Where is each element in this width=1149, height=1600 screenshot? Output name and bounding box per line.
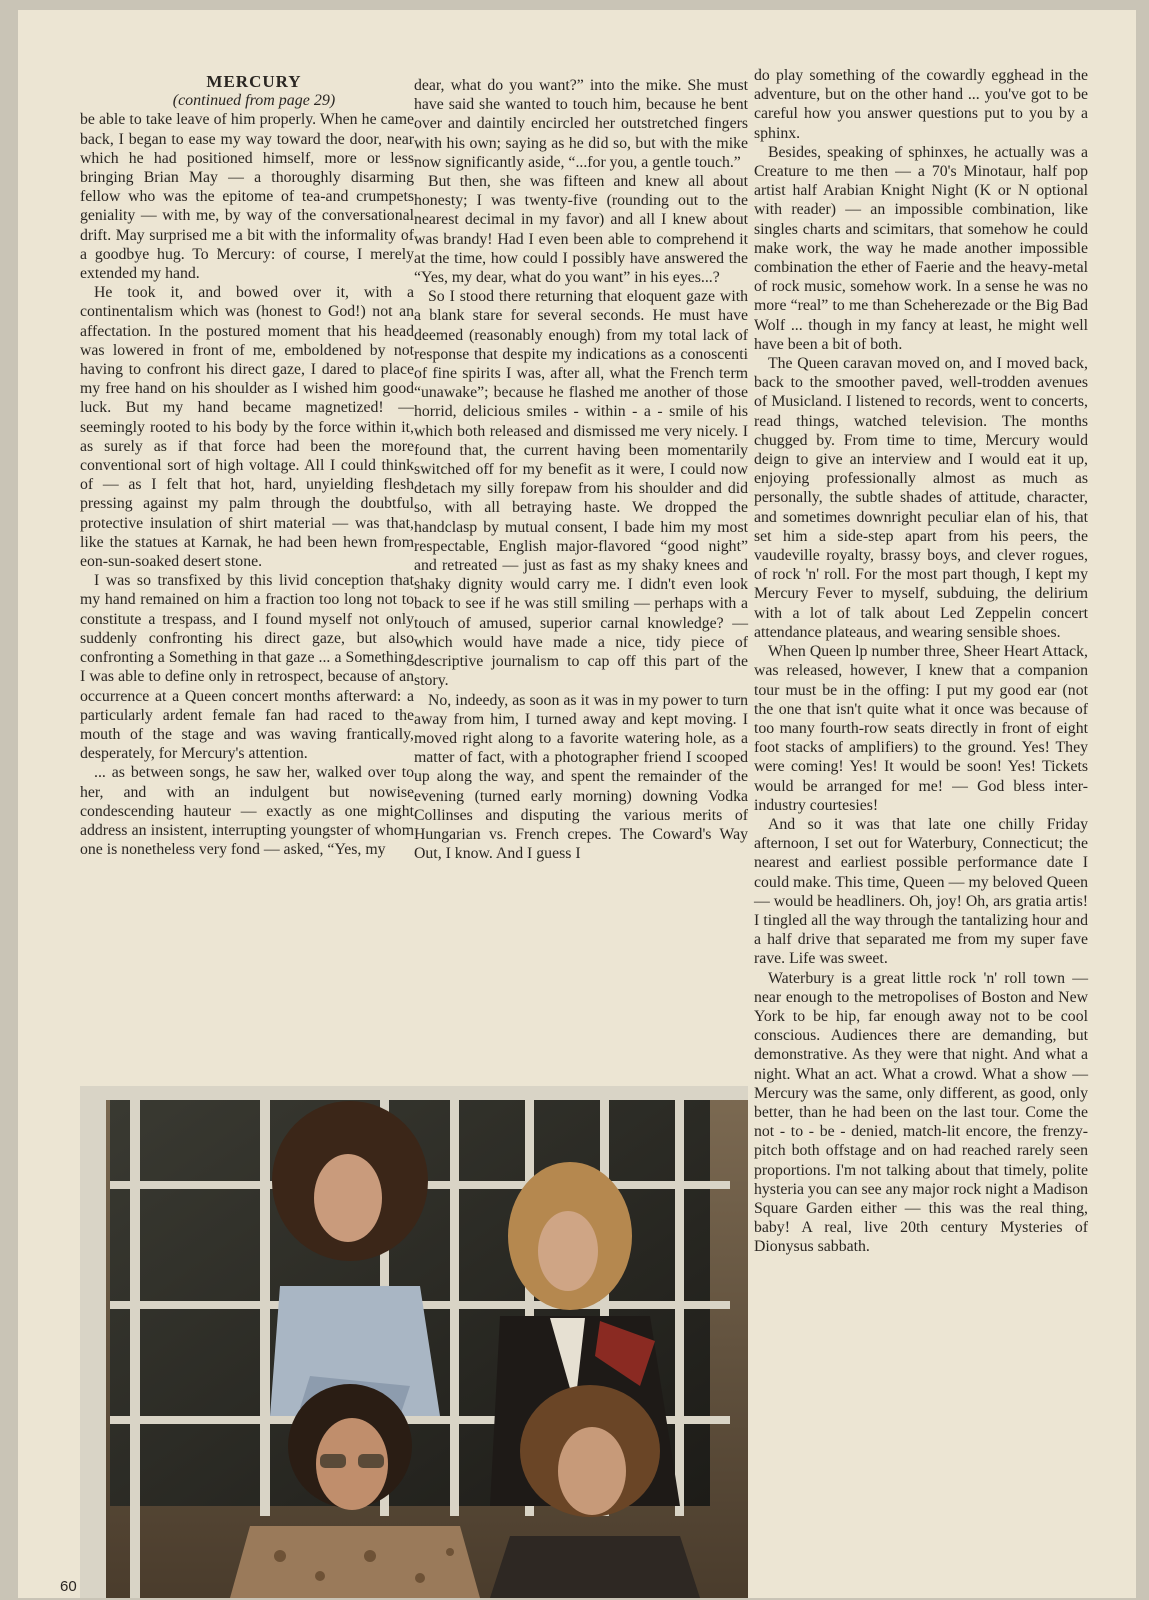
paragraph: Waterbury is a great little rock 'n' roll town — near enough to the metropolises of Boston and New York to be hip, far enough away not to be cool conscious. Audiences there are demanding, but demonstrative. As they were that night. And what a night. What an act. What a crowd. What a show — Mercury was the same, only different, as good, only better, than he had been on the last tour. Come the not - to - be - denied, match-lit encore, the frenzy-pitch both offstage and on had reached rarely seen proportions. I'm not talking about that timely, polite hysteria you can see any major rock night a Madison Square Garden either — this was the real thing, baby! A real, live 20th century Mysteries of Dionysus sabbath. [754,969,1088,1256]
article-column-2 [414,76,748,863]
paragraph: So I stood there returning that eloquent gaze with a blank stare for several seconds. He must have deemed (reasonably enough) from my total lack of response that despite my indications as a conoscenti of fine spirits I was, after all, what the French term “unawake”; because he flashed me another of those horrid, delicious smiles - within - a - smile of his which both released and dismissed me very nicely. I found that, the current having been momentarily switched off for my benefit as it were, I could now detach my silly forepaw from his shoulder and did so, with all betraying haste. We dropped the handclasp by mutual consent, I bade him my most respectable, English major-flavored “good night” and retreated — just as fast as my shaky knees and shaky dignity would carry me. I didn't even look back to see if he was still smiling — perhaps with a touch of amused, superior carnal knowledge? — which would have made a nice, tidy piece of descriptive journalism to cap off this part of the story. [414,288,748,690]
magazine-page [18,10,1136,1598]
article-column-3 [754,66,1088,1257]
paragraph: do play something of the cowardly egghead in the adventure, but on the other hand ... you've got to be careful how you answer questions put to you by a sphinx. [754,67,1088,142]
article-column-1 [80,72,414,859]
paragraph: dear, what do you want?” into the mike. She must have said she wanted to touch him, because he bent over and daintily encircled her outstretched fingers with his own; saying as he did so, but with the mike now significantly aside, “...for you, a gentle touch.” [414,77,748,171]
band-photo [80,1086,748,1598]
paragraph: ... as between songs, he saw her, walked over to her, and with an indulgent but nowise condescending hauteur — exactly as one might address an insistent, interrupting youngster of whom one is nonetheless very fond — asked, “Yes, my [80,764,414,859]
paragraph: Besides, speaking of sphinxes, he actually was a Creature to me then — a 70's Minotaur, half pop artist half Arabian Knight Night (K or N optional with reader) — an impossible combination, like singles charts and scimitars, that somehow he could make work, the way he made another impossible combination the ether of Faerie and the heavy-metal of rock music, somehow work. In a sense he was no more “real” to me than Scheherezade or the Big Bad Wolf ... though in my fancy at least, he might well have been a bit of both. [754,143,1088,353]
paragraph: No, indeedy, as soon as it was in my power to turn away from him, I turned away and kept moving. I moved right along to a favorite watering hole, as a matter of fact, with a photographer friend I scooped up along the way, and spent the remainder of the evening (turned early morning) downing Vodka Collinses and disputing the various merits of Hungarian vs. French crepes. The Coward's Way Out, I know. And I guess I [414,691,748,863]
page-number: 60 [60,1578,77,1595]
paragraph: I was so transfixed by this livid conception that my hand remained on him a fraction too long not to constitute a trespass, and I found myself not only suddenly confronting his direct gaze, but also confronting a Something in that gaze ... a Something I was able to define only in retrospect, because of an occurrence at a Queen concert months afterward: a particularly ardent female fan had raced to the mouth of the stage and was waving frantically, desperately, for Mercury's attention. [80,572,414,763]
continued-note: (continued from page 29) [172,92,336,110]
paragraph: And so it was that late one chilly Friday afternoon, I set out for Waterbury, Connecticut; the nearest and earliest possible performance date I could make. This time, Queen — my beloved Queen — would be headliners. Oh, joy! Oh, ars gratia artis! I tingled all the way through the tantalizing hour and a half drive that separated me from my super fave rave. Life was sweet. [754,815,1088,968]
paragraph: The Queen caravan moved on, and I moved back, back to the smoother paved, well-trodden avenues of Musicland. I listened to records, went to concerts, read things, watched television. The months chugged by. From time to time, Mercury would deign to give an interview and I would eat it up, enjoying professionally almost as much as personally, the subtle shades of attitude, character, and sometimes downright peculiar elan of his, that set him a side-step apart from his peers, the vaudeville royalty, brassy boys, and clever rogues, of rock 'n' roll. For the most part though, I kept my Mercury Fever to myself, subduing, the delirium with a lot of talk about Led Zeppelin concert attendance plateaus, and wearing sensible shoes. [754,355,1088,641]
article-headline: MERCURY [206,72,302,91]
paragraph: But then, she was fifteen and knew all about honesty; I was twenty-five (rounding out to the nearest decimal in my favor) and all I knew about was brandy! Had I even been able to comprehend it at the time, how could I possibly have answered the “Yes, my dear, what do you want” in his eyes...? [414,173,748,287]
paragraph: He took it, and bowed over it, with a continentalism which was (honest to God!) not an affectation. In the postured moment that his head was lowered in front of me, emboldened by not having to confront his direct gaze, I dared to place my free hand on his shoulder as I wished him good luck. But my hand became magnetized! — seemingly rooted to his body by the force within it, as surely as if that force had been the more conventional sort of high voltage. All I could think of — as I felt that hot, hard, unyielding flesh pressing against my palm through the doubtful protective insulation of shirt material — was that, like the statues at Karnak, he had been hewn from eon-sun-soaked desert stone. [80,284,414,571]
paragraph: When Queen lp number three, Sheer Heart Attack, was released, however, I knew that a companion tour must be in the offing: I put my good ear (not the one that isn't quite what it once was because of too many fourth-row seats directly in front of eight foot stacks of amplifiers) to the ground. Yes! They were coming! Yes! It would be soon! Yes! Tickets would be arranged for me! — God bless inter-industry courtesies! [754,643,1088,814]
band-photo-illustration [80,1086,748,1598]
paragraph: be able to take leave of him properly. When he came back, I began to ease my way toward the door, near which he had positioned himself, more or less bringing Brian May — a thoroughly disarming fellow who was the epitome of tea-and crumpets geniality — with me, by way of the conversational drift. May surprised me a bit with the informality of a goodbye hug. To Mercury: of course, I merely extended my hand. [80,111,414,283]
